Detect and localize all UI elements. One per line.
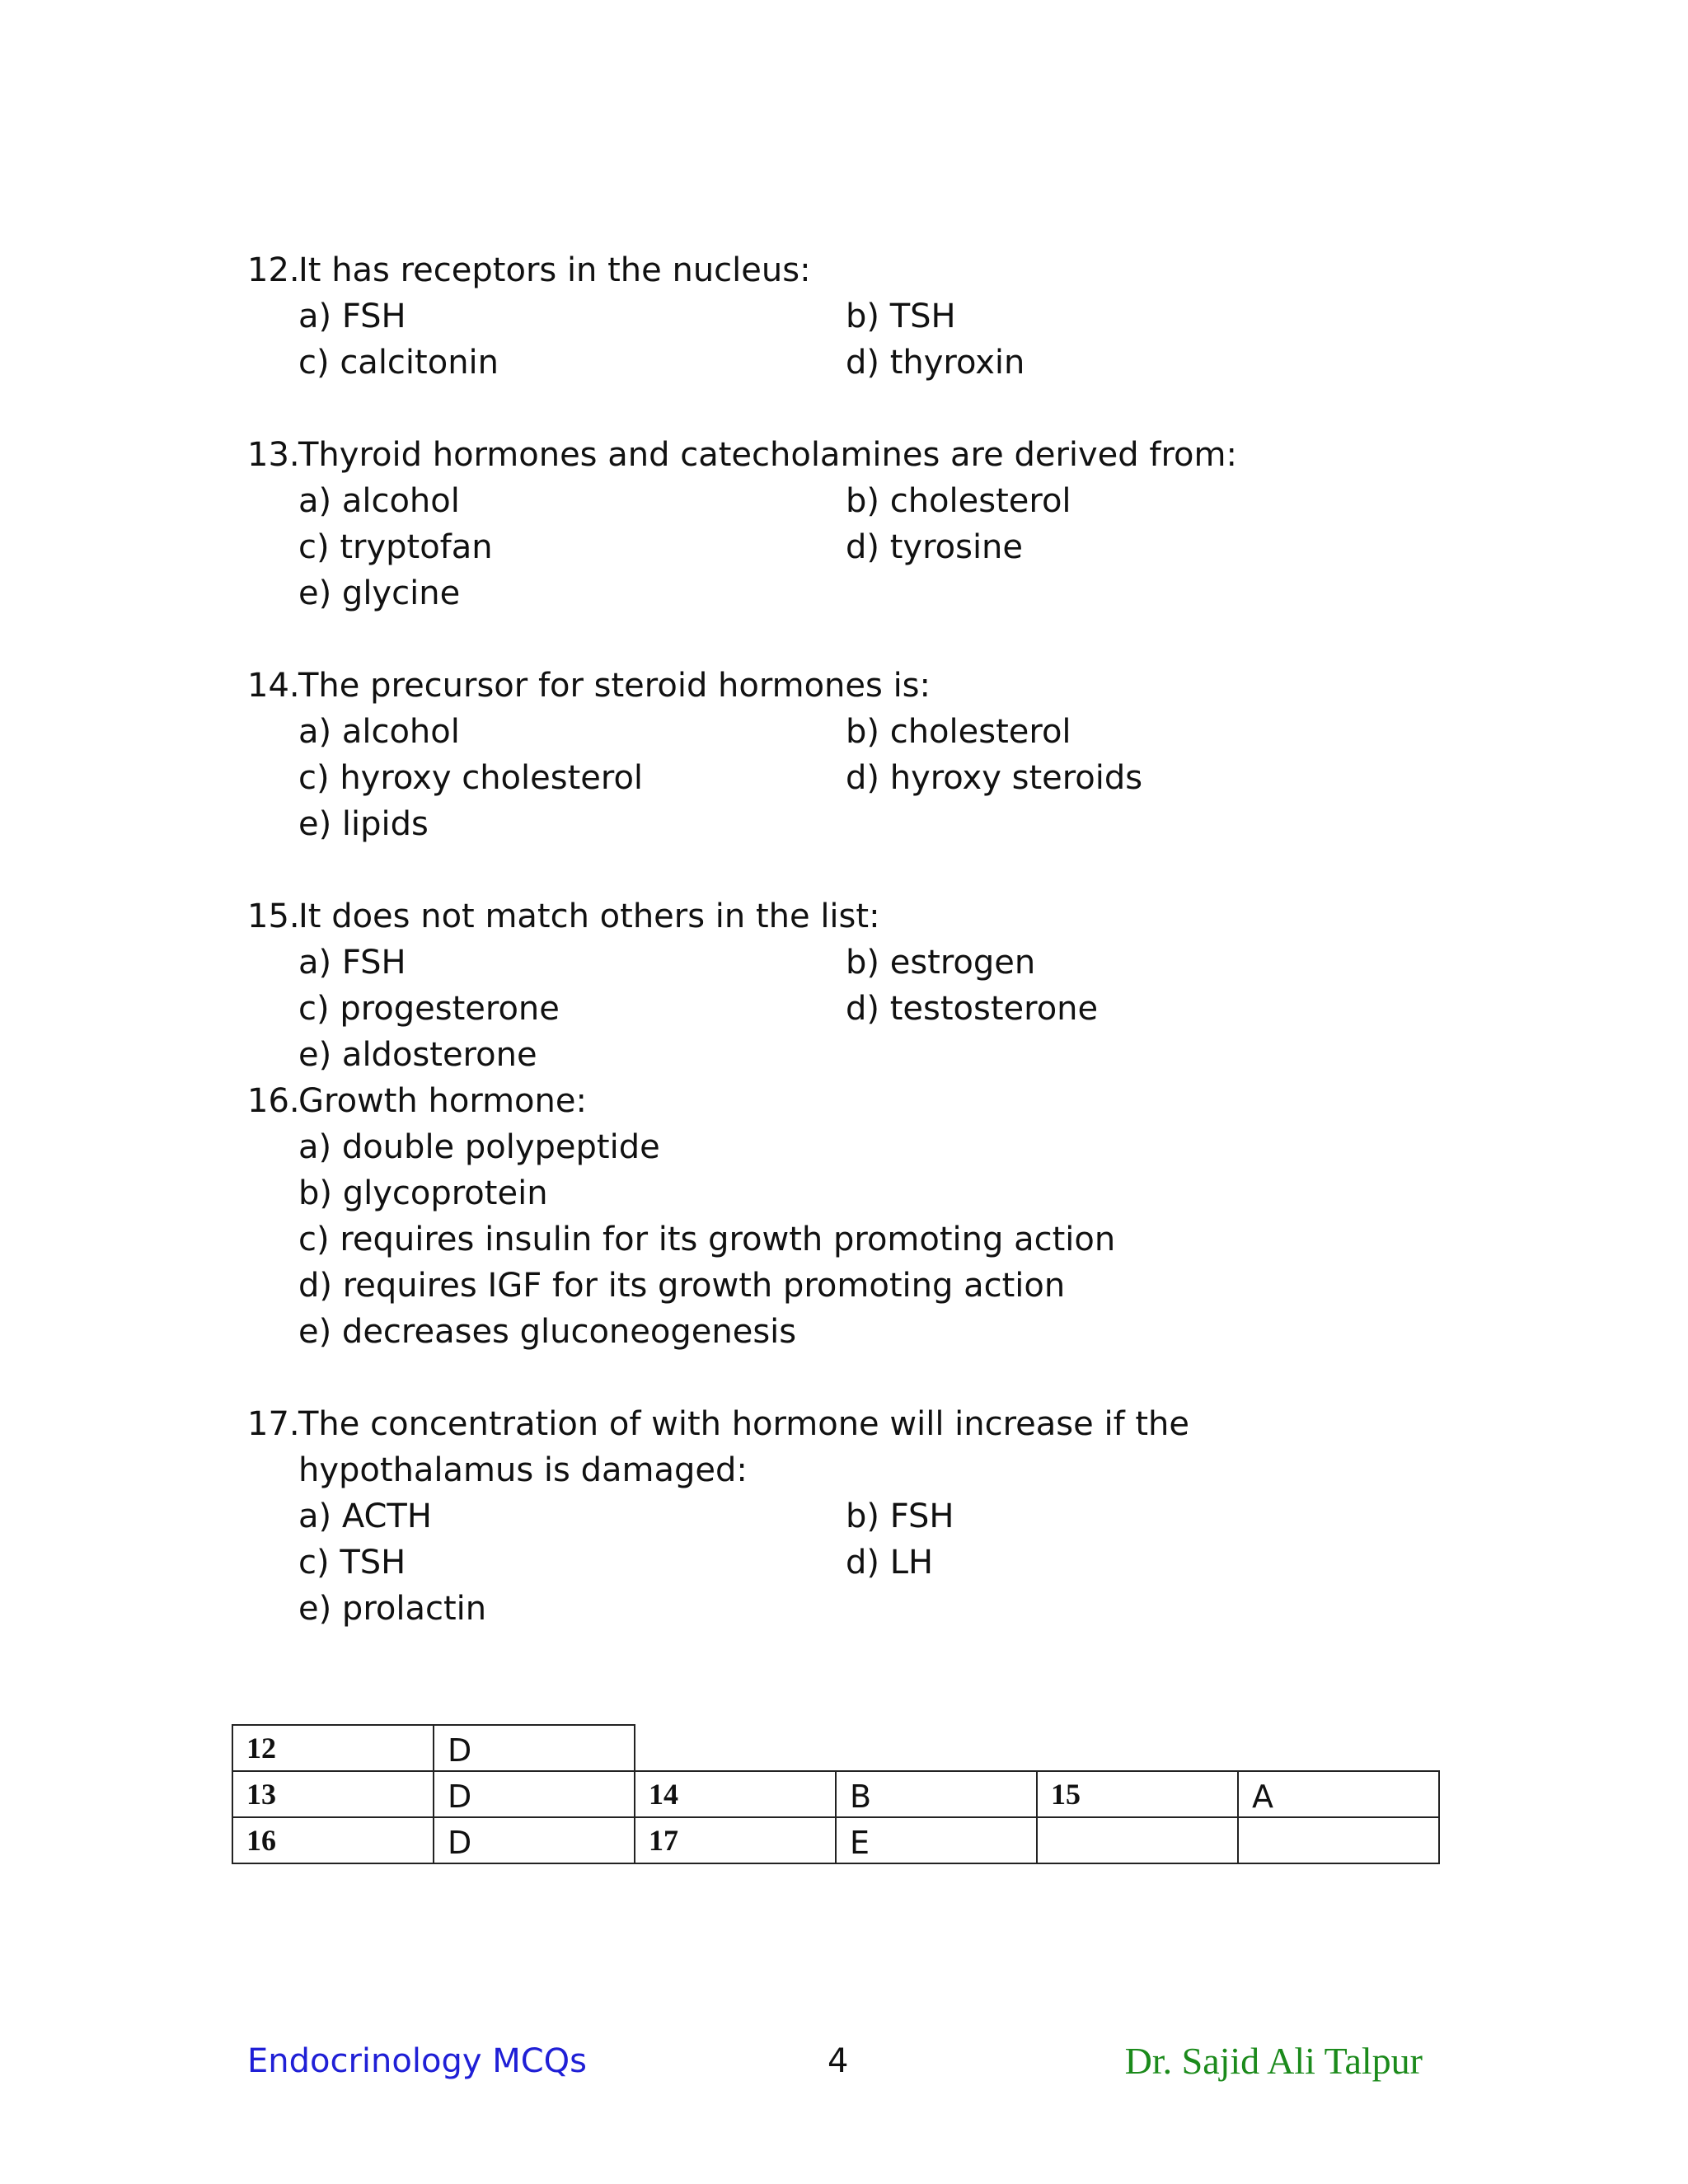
answer-letter: D	[434, 1771, 635, 1817]
option-a: a) FSH	[298, 298, 406, 335]
options	[247, 940, 1467, 1078]
option-e: e) prolactin	[298, 1590, 487, 1628]
option-c: c) requires insulin for its growth promoting action	[298, 1221, 1116, 1258]
answer-letter: E	[836, 1817, 1037, 1863]
question-16	[247, 1078, 1467, 1355]
question-number: 17.	[247, 1405, 300, 1443]
question-13	[247, 432, 1467, 616]
question-stem	[247, 893, 1467, 940]
question-14	[247, 663, 1467, 847]
footer-book-title: Endocrinology MCQs	[247, 2042, 587, 2080]
question-text: The concentration of with hormone will increase if the hypothalamus is damaged:	[298, 1405, 1190, 1489]
answer-number: 13	[232, 1771, 434, 1817]
question-text: It does not match others in the list:	[298, 898, 880, 935]
question-text: The precursor for steroid hormones is:	[298, 667, 931, 705]
options	[247, 478, 1467, 616]
answer-number: 15	[1037, 1771, 1238, 1817]
option-a: a) alcohol	[298, 713, 460, 751]
option-e: e) decreases gluconeogenesis	[298, 1313, 797, 1351]
question-15	[247, 893, 1467, 1078]
table-row	[232, 1817, 1439, 1863]
question-number: 13.	[247, 436, 300, 474]
answer-number: 12	[232, 1725, 434, 1771]
option-a: a) ACTH	[298, 1497, 432, 1535]
table-row	[232, 1771, 1439, 1817]
question-number: 14.	[247, 667, 300, 705]
empty-cell	[635, 1725, 836, 1771]
option-b: b) TSH	[846, 298, 956, 335]
answer-letter: A	[1238, 1771, 1439, 1817]
question-text: Thyroid hormones and catecholamines are derived from:	[298, 436, 1237, 474]
answer-number: 17	[635, 1817, 836, 1863]
option-a: a) double polypeptide	[298, 1128, 660, 1166]
option-e: e) aldosterone	[298, 1036, 537, 1074]
answer-key-table	[232, 1724, 1440, 1864]
option-c: c) hyroxy cholesterol	[298, 759, 644, 797]
options	[247, 293, 1467, 386]
question-number: 12.	[247, 251, 300, 289]
question-text: It has receptors in the nucleus:	[298, 251, 811, 289]
empty-cell	[1238, 1725, 1439, 1771]
option-b: b) cholesterol	[846, 482, 1071, 520]
footer-author: Dr. Sajid Ali Talpur	[1124, 2040, 1423, 2082]
option-c: c) calcitonin	[298, 344, 499, 382]
option-d: d) thyroxin	[846, 344, 1025, 382]
question-stem	[247, 1078, 1467, 1124]
question-12	[247, 247, 1467, 386]
option-d: d) requires IGF for its growth promoting action	[298, 1267, 1066, 1305]
empty-cell	[1037, 1725, 1238, 1771]
question-17	[247, 1401, 1467, 1632]
option-a: a) FSH	[298, 944, 406, 982]
options	[247, 1124, 1467, 1355]
option-e: e) glycine	[298, 574, 461, 612]
options	[247, 709, 1467, 847]
question-text: Growth hormone:	[298, 1082, 587, 1120]
option-c: c) tryptofan	[298, 528, 493, 566]
answer-letter	[1238, 1817, 1439, 1863]
question-stem	[247, 247, 1467, 293]
answer-letter: D	[434, 1817, 635, 1863]
question-number: 15.	[247, 898, 300, 935]
option-d: d) testosterone	[846, 990, 1099, 1028]
option-d: d) tyrosine	[846, 528, 1024, 566]
option-a: a) alcohol	[298, 482, 460, 520]
option-b: b) estrogen	[846, 944, 1036, 982]
table-row	[232, 1725, 1439, 1771]
question-number: 16.	[247, 1082, 300, 1120]
option-b: b) cholesterol	[846, 713, 1071, 751]
empty-cell	[836, 1725, 1037, 1771]
answer-letter: D	[434, 1725, 635, 1771]
answer-number	[1037, 1817, 1238, 1863]
options	[247, 1493, 1467, 1632]
option-d: d) hyroxy steroids	[846, 759, 1143, 797]
questions-list	[247, 247, 1467, 1632]
question-stem	[247, 663, 1467, 709]
option-b: b) FSH	[846, 1497, 954, 1535]
option-c: c) TSH	[298, 1544, 406, 1582]
footer-page-number: 4	[828, 2042, 849, 2080]
question-stem	[247, 432, 1467, 478]
question-stem	[247, 1401, 1467, 1493]
option-c: c) progesterone	[298, 990, 560, 1028]
answer-number: 16	[232, 1817, 434, 1863]
option-b: b) glycoprotein	[298, 1174, 548, 1212]
option-d: d) LH	[846, 1544, 934, 1582]
option-e: e) lipids	[298, 805, 429, 843]
answer-letter: B	[836, 1771, 1037, 1817]
answer-number: 14	[635, 1771, 836, 1817]
